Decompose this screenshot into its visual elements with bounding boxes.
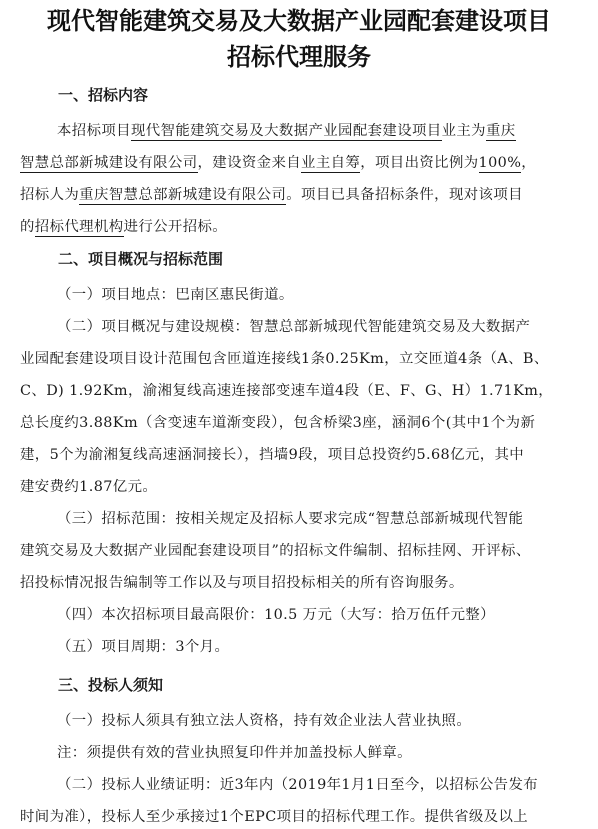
bidder-requirement-2-line-1: （二）投标人业绩证明：近3年内（2019年1月1日至今，以招标公告发布 [57,777,539,793]
tender-scope-line-3: 招投标情况报告编制等工作以及与项目招投标相关的所有咨询服务。 [20,575,464,591]
document-title-line-1: 现代智能建筑交易及大数据产业园配套建设项目 [47,7,551,35]
project-overview-line-3: C、D) 1.92Km，渝湘复线高速连接部变速车道4段（E、F、G、H）1.71Km， [20,383,554,399]
text: 本招标项目 [57,123,131,139]
text: 业主为 [441,123,486,139]
project-overview-line-2: 业园配套建设项目设计范围包含匝道连接线1条0.25Km，立交匝道4条（A、B、 [20,351,549,367]
section-1-line-3 [20,186,523,204]
owner-name-part-2: 智慧总部新城建设有限公司 [20,155,198,171]
project-name: 现代智能建筑交易及大数据产业园配套建设项目 [130,123,442,139]
section-1-heading: 一、招标内容 [58,86,149,104]
section-3-heading: 三、投标人须知 [58,676,164,694]
document-title-line-2: 招标代理服务 [227,43,371,71]
text: ， [521,155,537,171]
tender-scope-line-1: （三）招标范围：按相关规定及招标人要求完成“智慧总部新城现代智能 [57,511,524,527]
section-1-line-2 [20,154,536,172]
project-period: （五）项目周期：3个月。 [57,639,230,655]
max-price: （四）本次招标项目最高限价：10.5 万元（大写：拾万伍仟元整） [57,607,495,623]
project-overview-line-1: （二）项目概况与建设规模：智慧总部新城现代智能建筑交易及大数据产 [57,319,531,335]
text: 。项目已具备招标条件，现对该项目 [286,187,523,203]
owner-name-part-1: 重庆 [485,123,516,139]
section-2-heading: 二、项目概况与招标范围 [58,250,224,268]
text: 进行公开招标。 [123,219,228,235]
bidder-requirement-2-line-2: 时间为准），投标人至少承接过1个EPC项目的招标代理工作。提供省级及以上 [20,809,529,825]
tender-scope-line-2: 建筑交易及大数据产业园配套建设项目”的招标文件编制、招标挂网、开评标、 [20,543,531,559]
bidder-requirement-1: （一）投标人须具有独立法人资格，持有效企业法人营业执照。 [57,713,472,729]
project-overview-line-6: 建安费约1.87亿元。 [20,479,158,495]
project-location: （一）项目地点：巴南区惠民街道。 [57,287,294,303]
text: 招标人为 [20,187,80,203]
text: ，建设资金来自 [197,155,302,171]
bidder-note: 注：须提供有效的营业执照复印件并加盖投标人鲜章。 [57,745,412,761]
text: ，项目出资比例为 [360,155,479,171]
section-1-line-1 [57,122,516,140]
project-overview-line-4: 总长度约3.88Km（含变速车道渐变段），包含桥梁3座，涵洞6个(其中1个为新 [20,415,536,431]
agency-type: 招标代理机构 [34,219,124,235]
text: 的 [20,219,35,235]
funding-ratio: 100% [478,155,522,171]
tenderer-name: 重庆智慧总部新城建设有限公司 [79,187,287,203]
fund-source: 业主自筹 [301,155,361,171]
project-overview-line-5: 建，5个为渝湘复线高速涵洞接长），挡墙9段，项目总投资约5.68亿元，其中 [20,447,525,463]
section-1-line-4 [20,218,227,236]
